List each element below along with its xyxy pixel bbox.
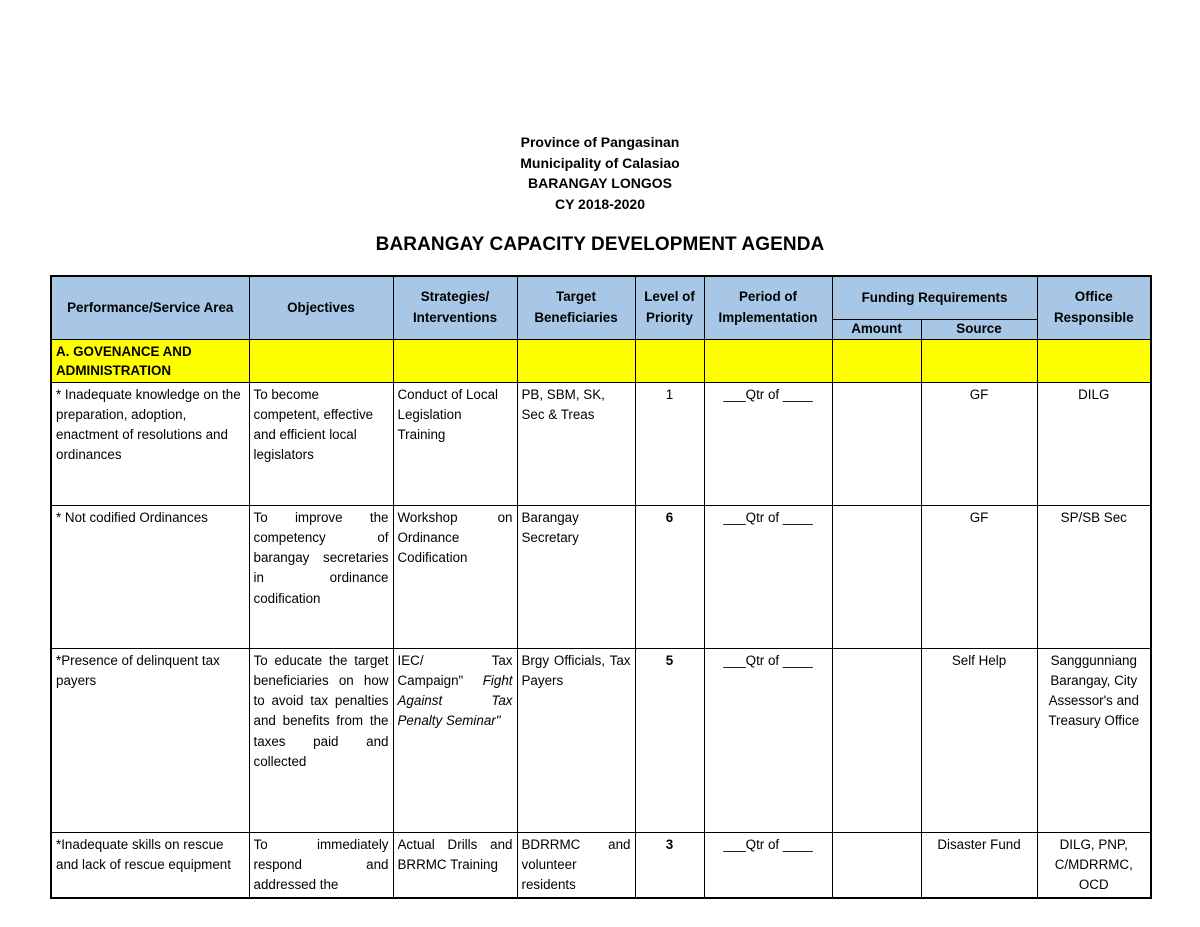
strategies-text: IEC/ Tax Campaign" bbox=[397, 652, 513, 688]
strategies-cell bbox=[393, 648, 517, 832]
area-cell: * Inadequate knowledge on the preparation, adoption, enactment of resolutions and ordinances bbox=[51, 382, 249, 505]
period-cell: ___Qtr of ____ bbox=[704, 832, 832, 898]
section-cell bbox=[517, 339, 635, 382]
strategies-cell: Conduct of Local Legislation Training bbox=[393, 382, 517, 505]
beneficiaries-cell: Brgy Officials, Tax Payers bbox=[517, 648, 635, 832]
section-cell bbox=[1037, 339, 1151, 382]
province-line: Province of Pangasinan bbox=[520, 134, 680, 150]
strategies-italic-text: Fight Against Tax Penalty Seminar" bbox=[397, 672, 513, 729]
priority-cell: 6 bbox=[635, 505, 704, 648]
objectives-cell: To become competent, effective and efficient local legislators bbox=[249, 382, 393, 505]
section-cell bbox=[832, 339, 921, 382]
area-text: *Inadequate skills on rescue and lack of rescue equipment bbox=[56, 836, 231, 872]
section-cell bbox=[635, 339, 704, 382]
barangay-line: BARANGAY LONGOS bbox=[528, 175, 672, 191]
table-row bbox=[51, 648, 1151, 832]
beneficiaries-cell bbox=[517, 832, 635, 898]
col-header-source: Source bbox=[921, 319, 1037, 339]
priority-cell: 5 bbox=[635, 648, 704, 832]
col-header-funding: Funding Requirements bbox=[832, 276, 1037, 319]
table-row bbox=[51, 382, 1151, 505]
municipality-line: Municipality of Calasiao bbox=[520, 154, 680, 171]
table-row bbox=[51, 832, 1151, 898]
col-header-period: Period of Implementation bbox=[704, 276, 832, 339]
strategies-cell: Workshop on Ordinance Codification bbox=[393, 505, 517, 648]
area-cell: * Not codified Ordinances bbox=[51, 505, 249, 648]
section-cell bbox=[921, 339, 1037, 382]
period-cell: ___Qtr of ____ bbox=[704, 648, 832, 832]
col-header-beneficiaries: Target Beneficiaries bbox=[517, 276, 635, 339]
objectives-cell bbox=[249, 832, 393, 898]
section-label: A. GOVENANCE AND ADMINISTRATION bbox=[51, 339, 249, 382]
source-cell: Self Help bbox=[921, 648, 1037, 832]
source-cell: Disaster Fund bbox=[921, 832, 1037, 898]
col-header-objectives: Objectives bbox=[249, 276, 393, 339]
office-cell: SP/SB Sec bbox=[1037, 505, 1151, 648]
section-row bbox=[51, 339, 1151, 382]
section-cell bbox=[704, 339, 832, 382]
section-cell bbox=[249, 339, 393, 382]
col-header-office: Office Responsible bbox=[1037, 276, 1151, 339]
col-header-amount: Amount bbox=[832, 319, 921, 339]
strategies-text: Actual Drills and BRRMC Training bbox=[397, 836, 513, 872]
amount-cell bbox=[832, 505, 921, 648]
amount-cell bbox=[832, 832, 921, 898]
page-title: BARANGAY CAPACITY DEVELOPMENT AGENDA bbox=[375, 234, 825, 255]
office-cell: DILG bbox=[1037, 382, 1151, 505]
period-cell: ___Qtr of ____ bbox=[704, 382, 832, 505]
objectives-cell: To educate the target beneficiaries on how to avoid tax penalties and benefits from the taxes paid and collected bbox=[249, 648, 393, 832]
table-row bbox=[51, 505, 1151, 648]
period-cell: ___Qtr of ____ bbox=[704, 505, 832, 648]
beneficiaries-cell: Barangay Secretary bbox=[517, 505, 635, 648]
office-cell: Sanggunniang Barangay, City Assessor's and Treasury Office bbox=[1037, 648, 1151, 832]
area-cell: *Presence of delinquent tax payers bbox=[51, 648, 249, 832]
beneficiaries-text: BDRRMC and volunteer residents bbox=[521, 836, 631, 893]
objectives-cell: To improve the competency of barangay secretaries in ordinance codification bbox=[249, 505, 393, 648]
col-header-area: Performance/Service Area bbox=[51, 276, 249, 339]
office-cell bbox=[1037, 832, 1151, 898]
objectives-text: To immediately respond and addressed the bbox=[253, 836, 389, 893]
section-cell bbox=[393, 339, 517, 382]
document-header bbox=[0, 132, 1200, 214]
area-cell bbox=[51, 832, 249, 898]
beneficiaries-cell: PB, SBM, SK, Sec & Treas bbox=[517, 382, 635, 505]
col-header-priority: Level of Priority bbox=[635, 276, 704, 339]
source-cell: GF bbox=[921, 505, 1037, 648]
priority-cell: 1 bbox=[635, 382, 704, 505]
period-line: CY 2018-2020 bbox=[554, 195, 646, 212]
amount-cell bbox=[832, 648, 921, 832]
amount-cell bbox=[832, 382, 921, 505]
source-cell: GF bbox=[921, 382, 1037, 505]
office-text: DILG, PNP, C/MDRRMC, OCD bbox=[1054, 836, 1133, 893]
col-header-strategies: Strategies/ Interventions bbox=[393, 276, 517, 339]
strategies-cell bbox=[393, 832, 517, 898]
agenda-table bbox=[50, 275, 1152, 899]
priority-cell: 3 bbox=[635, 832, 704, 898]
